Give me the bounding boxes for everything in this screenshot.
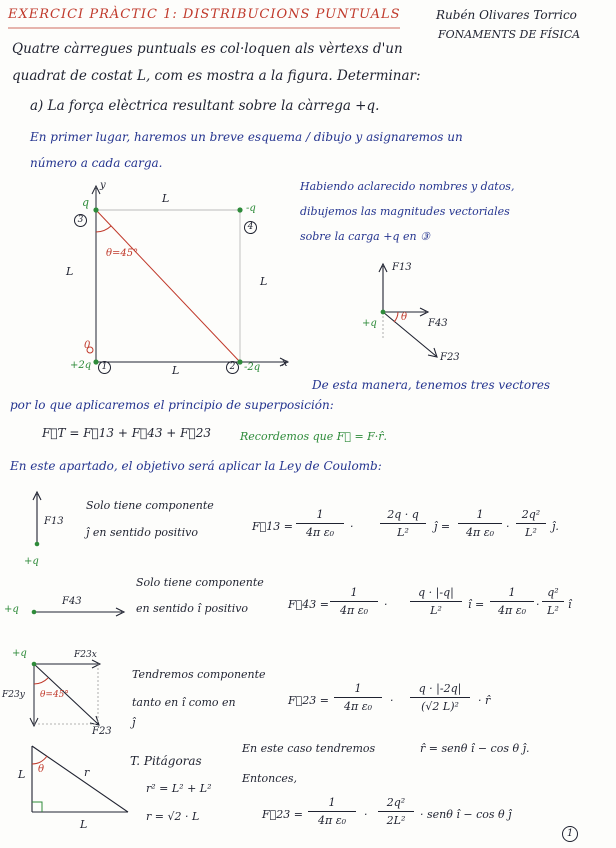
tri-label-bottom: L [80, 818, 88, 831]
part-a-note-2: número a cada carga. [30, 156, 163, 170]
part-a-note-1: En primer lugar, haremos un breve esquema / dibujo y asignaremos un [30, 130, 463, 144]
f43-r-num: 1 [508, 586, 516, 599]
fig1-side-left: L [66, 265, 74, 278]
q2-number: 2 [226, 361, 239, 374]
fig2-f23: F23 [440, 352, 460, 363]
side-note-2: dibujemos las magnitudes vectoriales [300, 205, 510, 218]
q2-label: -2q [244, 362, 261, 373]
final-q-den: 2L² [386, 814, 406, 827]
final-coef-num: 1 [328, 796, 336, 809]
final-unit: · senθ î − cos θ ĵ [420, 808, 512, 821]
f13-coef [296, 508, 344, 539]
coulomb-intro: En este apartado, el objetivo será aplicar la Ley de Coulomb: [10, 459, 382, 473]
f13-result-coef [458, 508, 502, 539]
f23-coef-num: 1 [354, 682, 362, 695]
f23-sketch-label: F23 [92, 726, 112, 737]
f13-r-den: 4π ε₀ [465, 526, 495, 539]
superposition-sum: F⃗T = F⃗13 + F⃗43 + F⃗23 [42, 426, 211, 440]
f13-lhs: F⃗13 = [252, 520, 293, 533]
fig2-f43: F43 [428, 318, 448, 329]
f13-charge-frac [380, 508, 426, 539]
f43-result-coef [490, 586, 534, 617]
f13-result-frac [516, 508, 546, 539]
page-title: EXERCICI PRÀCTIC 1: DISTRIBUCIONS PUNTUALS [8, 7, 401, 22]
q3-number: 3 [74, 214, 87, 227]
f43-lhs: F⃗43 = [288, 598, 329, 611]
f23-sketch-theta: θ=45° [40, 690, 69, 700]
f43-sketch-dot [32, 610, 37, 615]
f23-coef [334, 682, 382, 713]
vectors-line-1: De esta manera, tenemos tres vectores [312, 378, 551, 392]
fig2-charge: +q [362, 318, 377, 329]
rhat-equation: r̂ = senθ î − cos θ ĵ. [420, 742, 530, 755]
final-q-num: 2q² [386, 796, 406, 809]
f43-q-num: q · |-q| [418, 586, 454, 599]
fig2-f13: F13 [392, 262, 412, 273]
f13-sketch-dot [35, 542, 40, 547]
tri-hyp [32, 746, 128, 812]
f13-sketch-charge: +q [24, 556, 39, 567]
f23-sketch-fx: F23x [74, 650, 97, 660]
pythagoras-title: T. Pitágoras [130, 754, 202, 768]
final-coef-den: 4π ε₀ [317, 814, 347, 827]
fig1-side-top: L [162, 192, 170, 205]
f13-q-den: L² [397, 526, 409, 539]
side-note-3: sobre la carga +q en ③ [300, 230, 430, 243]
q1-label: +2q [70, 360, 92, 371]
f13-result-unit: ĵ. [552, 520, 559, 533]
f43-desc-1: Solo tiene componente [136, 576, 264, 589]
fig1-angle: θ=45° [106, 248, 139, 259]
f43-result-unit: î [568, 598, 572, 611]
f43-r2-num: q² [547, 586, 559, 599]
charge-dot-4 [237, 207, 242, 212]
final-coef [308, 796, 356, 827]
q1-number: 1 [98, 361, 111, 374]
f23-desc-3: ĵ [132, 716, 136, 729]
f23-desc-2: tanto en î como en [132, 696, 236, 709]
part-a-heading: a) La força elèctrica resultant sobre la càrrega +q. [30, 98, 380, 114]
f23-desc-1: Tendremos componente [132, 668, 266, 681]
fig1-side-bottom: L [172, 364, 180, 377]
q3-label: q [82, 196, 90, 209]
f13-unit: ĵ = [434, 520, 451, 533]
tri-theta-arc [32, 756, 47, 764]
f13-sketch [33, 492, 41, 544]
intro-line-1: Quatre càrregues puntuals es col·loquen als vèrtexs d'un [12, 41, 403, 57]
f43-coef-num: 1 [350, 586, 358, 599]
f43-sketch [34, 608, 124, 616]
figure-square [92, 186, 288, 366]
f43-unit: î = [468, 598, 485, 611]
f13-coef-num: 1 [316, 508, 324, 521]
pythagoras-eq-1: r² = L² + L² [146, 782, 212, 795]
f43-charge-frac [410, 586, 462, 617]
q4-number: 4 [244, 221, 257, 234]
f43-sketch-label: F43 [62, 596, 82, 607]
f13-desc-1: Solo tiene componente [86, 499, 214, 512]
subject-name: FONAMENTS DE FÍSICA [438, 28, 581, 41]
f23-coef-den: 4π ε₀ [343, 700, 373, 713]
f13-r2-num: 2q² [521, 508, 541, 521]
fig1-axis-y: y [100, 180, 106, 191]
f13-sketch-label: F13 [44, 516, 64, 527]
tri-right-angle [32, 802, 42, 812]
tri-label-theta: θ [38, 764, 45, 775]
fig1-axis-x: x [282, 358, 288, 369]
f43-r2-den: L² [547, 604, 559, 617]
f43-desc-2: en sentido î positivo [136, 602, 249, 615]
f43-coef [330, 586, 378, 617]
tri-label-hyp: r [84, 766, 90, 779]
then-label: Entonces, [242, 772, 298, 785]
final-lhs: F⃗23 = [262, 808, 303, 821]
f23-sketch-fy: F23y [2, 690, 25, 700]
f23-q-num: q · |-2q| [418, 682, 462, 695]
rhat-intro: En este caso tendremos [242, 742, 376, 755]
intro-line-2: quadrat de costat L, com es mostra a la figura. Determinar: [12, 68, 421, 84]
f43-r-den: 4π ε₀ [497, 604, 527, 617]
author-name: Rubén Olivares Torrico [436, 8, 577, 22]
charge-dot-3 [93, 207, 98, 212]
side-note-1: Habiendo aclarecido nombres y datos, [300, 180, 515, 193]
angle-arc [96, 226, 111, 232]
f43-q-den: L² [430, 604, 442, 617]
f23-charge-frac [410, 682, 470, 713]
f13-r-num: 1 [476, 508, 484, 521]
f23-unit: · r̂ [478, 694, 491, 707]
f43-coef-den: 4π ε₀ [339, 604, 369, 617]
fig2-theta: θ [401, 312, 408, 323]
f13-q-num: 2q · q [387, 508, 419, 521]
page-number: 1 [562, 826, 578, 842]
f43-sketch-charge: +q [4, 604, 19, 615]
f23-theta-arc [34, 678, 48, 684]
square-diagonal [96, 210, 240, 362]
f23-q-den: (√2 L)² [421, 700, 459, 713]
fig1-origin: 0 [84, 340, 91, 351]
theta-arc [394, 312, 398, 322]
vectors-line-2: por lo que aplicaremos el principio de superposición: [10, 398, 334, 412]
remember-note: Recordemos que F⃗ = F·r̂. [240, 430, 388, 443]
final-charge-frac [378, 796, 414, 827]
q4-label: -q [246, 203, 256, 214]
tri-label-left: L [18, 768, 26, 781]
f23-lhs: F⃗23 = [288, 694, 329, 707]
f13-r2-den: L² [525, 526, 537, 539]
f13-coef-den: 4π ε₀ [305, 526, 335, 539]
f23-sketch-dot [32, 662, 37, 667]
f23-sketch-charge: +q [12, 648, 27, 659]
charge-dot-plus-q [381, 310, 386, 315]
f13-desc-2: ĵ en sentido positivo [86, 526, 198, 539]
f43-result-frac [542, 586, 564, 617]
figure-forces [379, 264, 437, 357]
pythagoras-eq-2: r = √2 · L [146, 810, 200, 823]
fig1-side-right: L [260, 275, 268, 288]
pythagoras-triangle [32, 746, 128, 812]
